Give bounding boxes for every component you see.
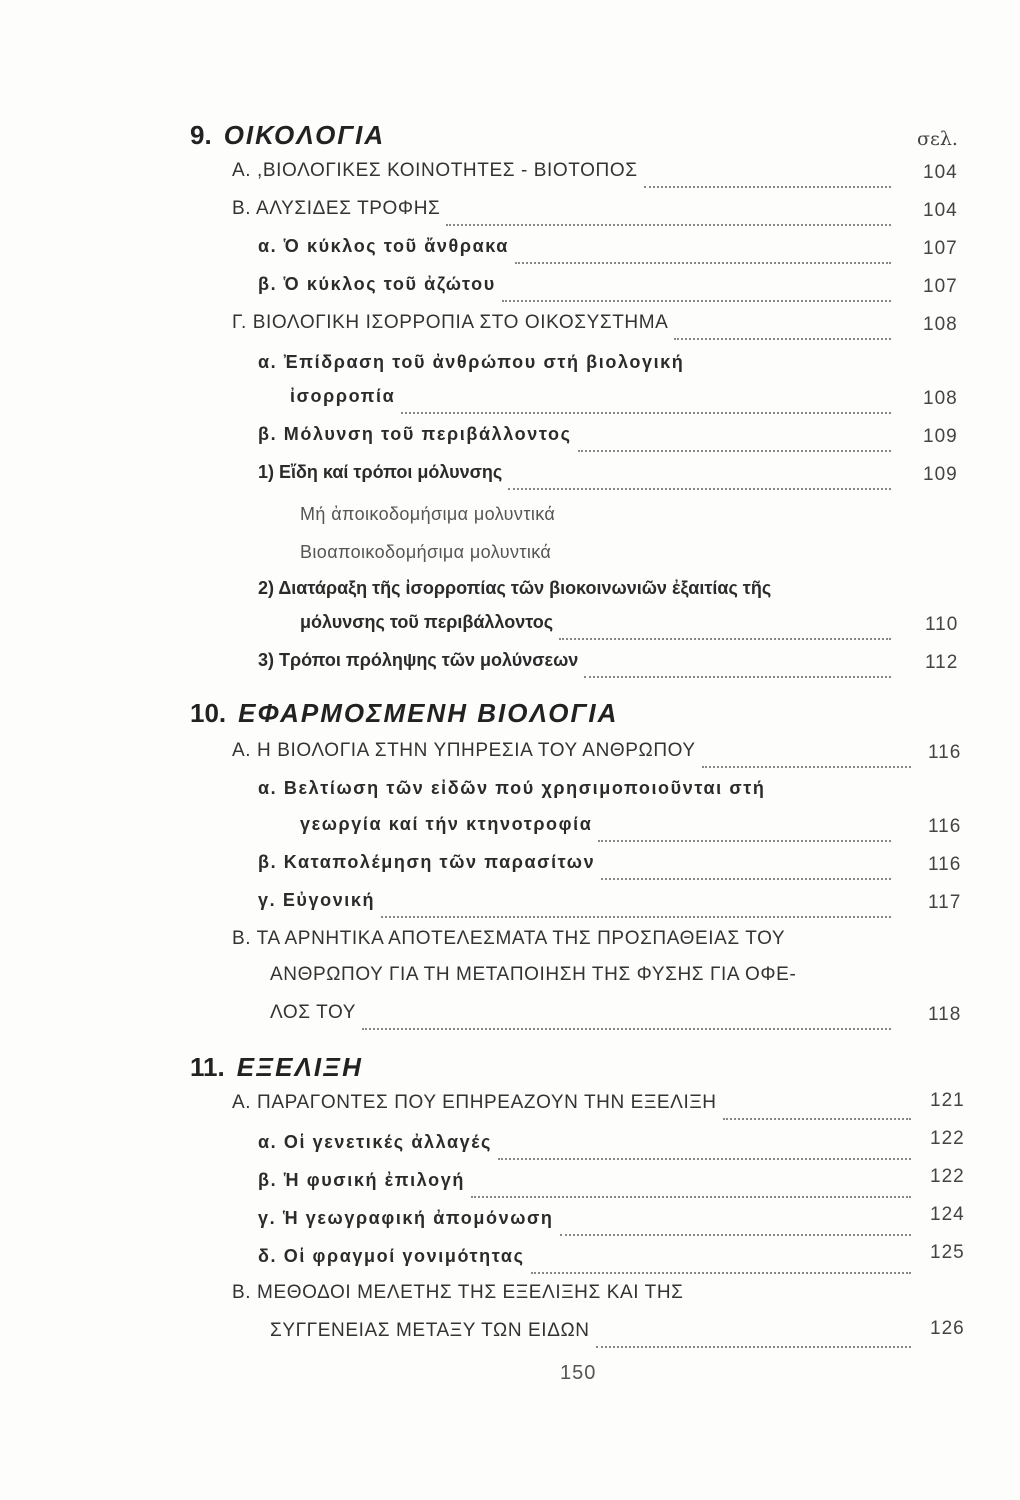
toc-entry: 2) Διατάραξη τῆς ἰσορροπίας τῶν βιοκοινωνιῶν ἐξαιτίας τῆς: [258, 578, 772, 598]
leader-dots: [502, 300, 891, 302]
toc-page-number: 125: [930, 1242, 965, 1263]
toc-page-number: 110: [925, 614, 959, 635]
leader-dots: [596, 1346, 911, 1348]
toc-page-number: 124: [930, 1204, 965, 1225]
leader-dots: [598, 840, 891, 842]
toc-entry: Α. ΠΑΡΑΓΟΝΤΕΣ ΠΟΥ ΕΠΗΡΕΑΖΟΥΝ ΤΗΝ ΕΞΕΛΙΞΗ: [232, 1092, 917, 1126]
chapter-title: ΕΞΕΛΙΞΗ: [236, 1052, 363, 1082]
toc-entry: α. Ἐπίδραση τοῦ ἀνθρώπου στή βιολογική: [258, 352, 685, 372]
leader-dots: [508, 488, 891, 490]
leader-dots: [560, 1234, 911, 1236]
toc-entry: γ. Εὐγονική: [258, 890, 897, 924]
toc-page-number: 108: [923, 388, 958, 409]
toc-entry: β. Καταπολέμηση τῶν παρασίτων: [258, 852, 897, 886]
toc-page-number: 108: [923, 314, 958, 335]
toc-page-number: 116: [928, 816, 962, 837]
leader-dots: [702, 766, 911, 768]
leader-dots: [601, 878, 891, 880]
toc-page-number: 121: [930, 1090, 965, 1111]
leader-dots: [515, 262, 891, 264]
toc-entry: Α. ,ΒΙΟΛΟΓΙΚΕΣ ΚΟΙΝΟΤΗΤΕΣ - ΒΙΟΤΟΠΟΣ: [232, 160, 897, 194]
toc-entry: 3) Τρόποι πρόληψης τῶν μολύνσεων: [258, 650, 897, 684]
leader-dots: [401, 412, 891, 414]
toc-entry: γεωργία καί τήν κτηνοτροφία: [300, 814, 897, 848]
toc-entry: β. Ὁ κύκλος τοῦ ἀζώτου: [258, 274, 897, 308]
leader-dots: [531, 1272, 911, 1274]
chapter-9-heading: [190, 120, 385, 154]
toc-entry: Β. ΤΑ ΑΡΝΗΤΙΚΑ ΑΠΟΤΕΛΕΣΜΑΤΑ ΤΗΣ ΠΡΟΣΠΑΘΕΙΑΣ ΤΟΥ: [232, 928, 786, 949]
toc-entry: α. Οἱ γενετικές ἀλλαγές: [258, 1132, 917, 1166]
toc-page-number: 107: [923, 276, 958, 297]
toc-entry: γ. Ἡ γεωγραφική ἀπομόνωση: [258, 1208, 917, 1242]
chapter-number: 10.: [190, 698, 227, 728]
chapter-title: ΕΦΑΡΜΟΣΜΕΝΗ ΒΙΟΛΟΓΙΑ: [238, 698, 619, 728]
leader-dots: [644, 186, 891, 188]
toc-entry: β. Ἡ φυσική ἐπιλογή: [258, 1170, 917, 1204]
page-number-footer: 150: [560, 1362, 597, 1384]
toc-entry: ΣΥΓΓΕΝΕΙΑΣ ΜΕΤΑΞΥ ΤΩΝ ΕΙΔΩΝ: [270, 1320, 917, 1354]
leader-dots: [584, 676, 891, 678]
toc-page-number: 116: [928, 854, 962, 875]
toc-page-number: 109: [923, 464, 958, 485]
toc-entry: Α. Η ΒΙΟΛΟΓΙΑ ΣΤΗΝ ΥΠΗΡΕΣΙΑ ΤΟΥ ΑΝΘΡΩΠΟΥ: [232, 740, 917, 774]
chapter-title: ΟΙΚΟΛΟΓΙΑ: [223, 120, 386, 150]
chapter-number: 9.: [190, 120, 212, 150]
leader-dots: [381, 916, 891, 918]
toc-entry: α. Βελτίωση τῶν εἰδῶν πού χρησιμοποιοῦνται στή: [258, 778, 766, 798]
toc-page-number: 126: [930, 1318, 965, 1339]
toc-page-number: 107: [923, 238, 958, 259]
chapter-number: 11.: [190, 1052, 225, 1082]
leader-dots: [578, 450, 891, 452]
toc-entry: α. Ὁ κύκλος τοῦ ἄνθρακα: [258, 236, 897, 270]
toc-page-number: 112: [925, 652, 959, 673]
toc-entry: δ. Οἱ φραγμοί γονιμότητας: [258, 1246, 917, 1280]
leader-dots: [446, 224, 891, 226]
toc-page-number: 122: [930, 1166, 965, 1187]
toc-entry: β. Μόλυνση τοῦ περιβάλλοντος: [258, 424, 897, 458]
toc-page-number: 117: [928, 892, 962, 913]
toc-entry: 1) Εἴδη καί τρόποι μόλυνσης: [258, 462, 897, 496]
toc-entry: Μή ἀποικοδομήσιμα μολυντικά: [300, 504, 556, 524]
toc-page-number: 116: [928, 742, 962, 763]
toc-page-number: 122: [930, 1128, 965, 1149]
toc-page-number: 118: [928, 1004, 962, 1025]
toc-entry: ἰσορροπία: [290, 386, 897, 420]
toc-page-number: 104: [923, 200, 958, 221]
leader-dots: [559, 638, 891, 640]
leader-dots: [362, 1028, 891, 1030]
chapter-11-heading: [190, 1052, 363, 1086]
toc-entry: Γ. ΒΙΟΛΟΓΙΚΗ ΙΣΟΡΡΟΠΙΑ ΣΤΟ ΟΙΚΟΣΥΣΤΗΜΑ: [232, 312, 897, 346]
toc-entry: ΑΝΘΡΩΠΟΥ ΓΙΑ ΤΗ ΜΕΤΑΠΟΙΗΣΗ ΤΗΣ ΦΥΣΗΣ ΓΙΑ ΟΦΕ-: [270, 964, 797, 985]
leader-dots: [723, 1118, 911, 1120]
toc-entry: Βιοαποικοδομήσιμα μολυντικά: [300, 542, 552, 562]
toc-page-number: 104: [923, 162, 958, 183]
chapter-10-heading: [190, 698, 618, 732]
leader-dots: [471, 1196, 911, 1198]
toc-entry: ΛΟΣ ΤΟΥ: [270, 1002, 897, 1036]
toc-entry: Β. ΑΛΥΣΙΔΕΣ ΤΡΟΦΗΣ: [232, 198, 897, 232]
page-column-label: σελ.: [917, 128, 958, 150]
toc-entry: Β. ΜΕΘΟΔΟΙ ΜΕΛΕΤΗΣ ΤΗΣ ΕΞΕΛΙΞΗΣ ΚΑΙ ΤΗΣ: [232, 1282, 684, 1303]
leader-dots: [498, 1158, 911, 1160]
toc-entry: μόλυνσης τοῦ περιβάλλοντος: [300, 612, 897, 646]
toc-page-number: 109: [923, 426, 958, 447]
leader-dots: [674, 338, 891, 340]
